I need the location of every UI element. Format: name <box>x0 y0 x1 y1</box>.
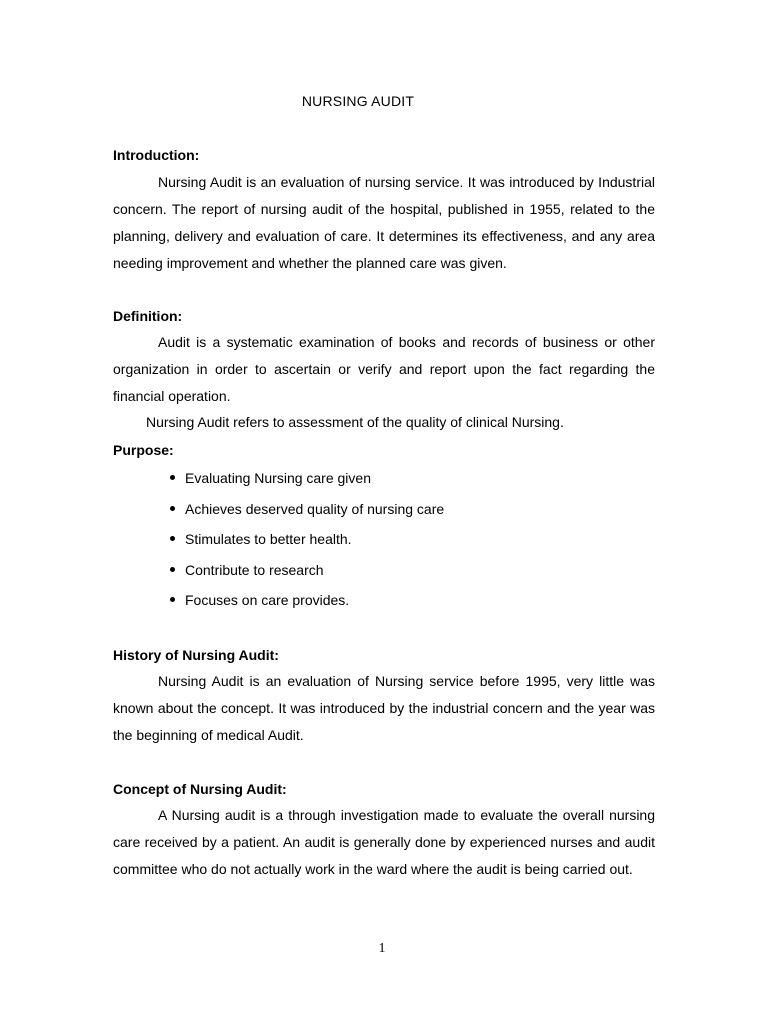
list-item-text: Focuses on care provides. <box>185 592 350 608</box>
bullet-icon <box>170 475 175 480</box>
list-item <box>185 494 444 525</box>
list-item <box>185 463 444 494</box>
list-item <box>185 585 444 616</box>
definition-paragraph-1: Audit is a systematic examination of books and records of business or other organization in order to ascertain or verify and report upon the fact regarding the financial operation. <box>113 334 655 404</box>
page-number <box>113 941 655 957</box>
definition-heading: Definition: <box>113 308 183 324</box>
bullet-icon <box>170 597 175 602</box>
concept-paragraph: A Nursing audit is a through investigation made to evaluate the overall nursing care received by a patient. An audit is generally done by experienced nurses and audit committee who do not actually work in the ward where the audit is being carried out. <box>113 807 655 877</box>
list-item <box>185 555 444 586</box>
document-title: NURSING AUDIT <box>301 93 415 109</box>
list-item-text: Stimulates to better health. <box>185 531 352 547</box>
purpose-heading: Purpose: <box>113 442 174 458</box>
history-paragraph: Nursing Audit is an evaluation of Nursing service before 1995, very little was known about the concept. It was introduced by the industrial concern and the year was the beginning of medical Audit. <box>113 673 655 743</box>
introduction-heading: Introduction: <box>113 147 200 163</box>
list-item <box>185 524 444 555</box>
document-page <box>113 0 655 1024</box>
definition-paragraph-2: Nursing Audit refers to assessment of the quality of clinical Nursing. <box>146 414 564 430</box>
introduction-paragraph: Nursing Audit is an evaluation of nursing service. It was introduced by Industrial concern. The report of nursing audit of the hospital, published in 1955, related to the planning, delivery and evaluation of care. It determines its effectiveness, and any area needing improvement and whether the planned care was given. <box>113 174 655 271</box>
history-heading: History of Nursing Audit: <box>113 647 279 663</box>
page-number-text: 1 <box>378 941 386 956</box>
bullet-icon <box>170 506 175 511</box>
list-item-text: Contribute to research <box>185 561 324 578</box>
list-item-text: Evaluating Nursing care given <box>185 470 371 486</box>
bullet-icon <box>170 536 175 541</box>
purpose-list <box>185 463 444 616</box>
concept-heading: Concept of Nursing Audit: <box>113 781 287 797</box>
list-item-text: Achieves deserved quality of nursing care <box>185 500 445 517</box>
bullet-icon <box>170 567 175 572</box>
